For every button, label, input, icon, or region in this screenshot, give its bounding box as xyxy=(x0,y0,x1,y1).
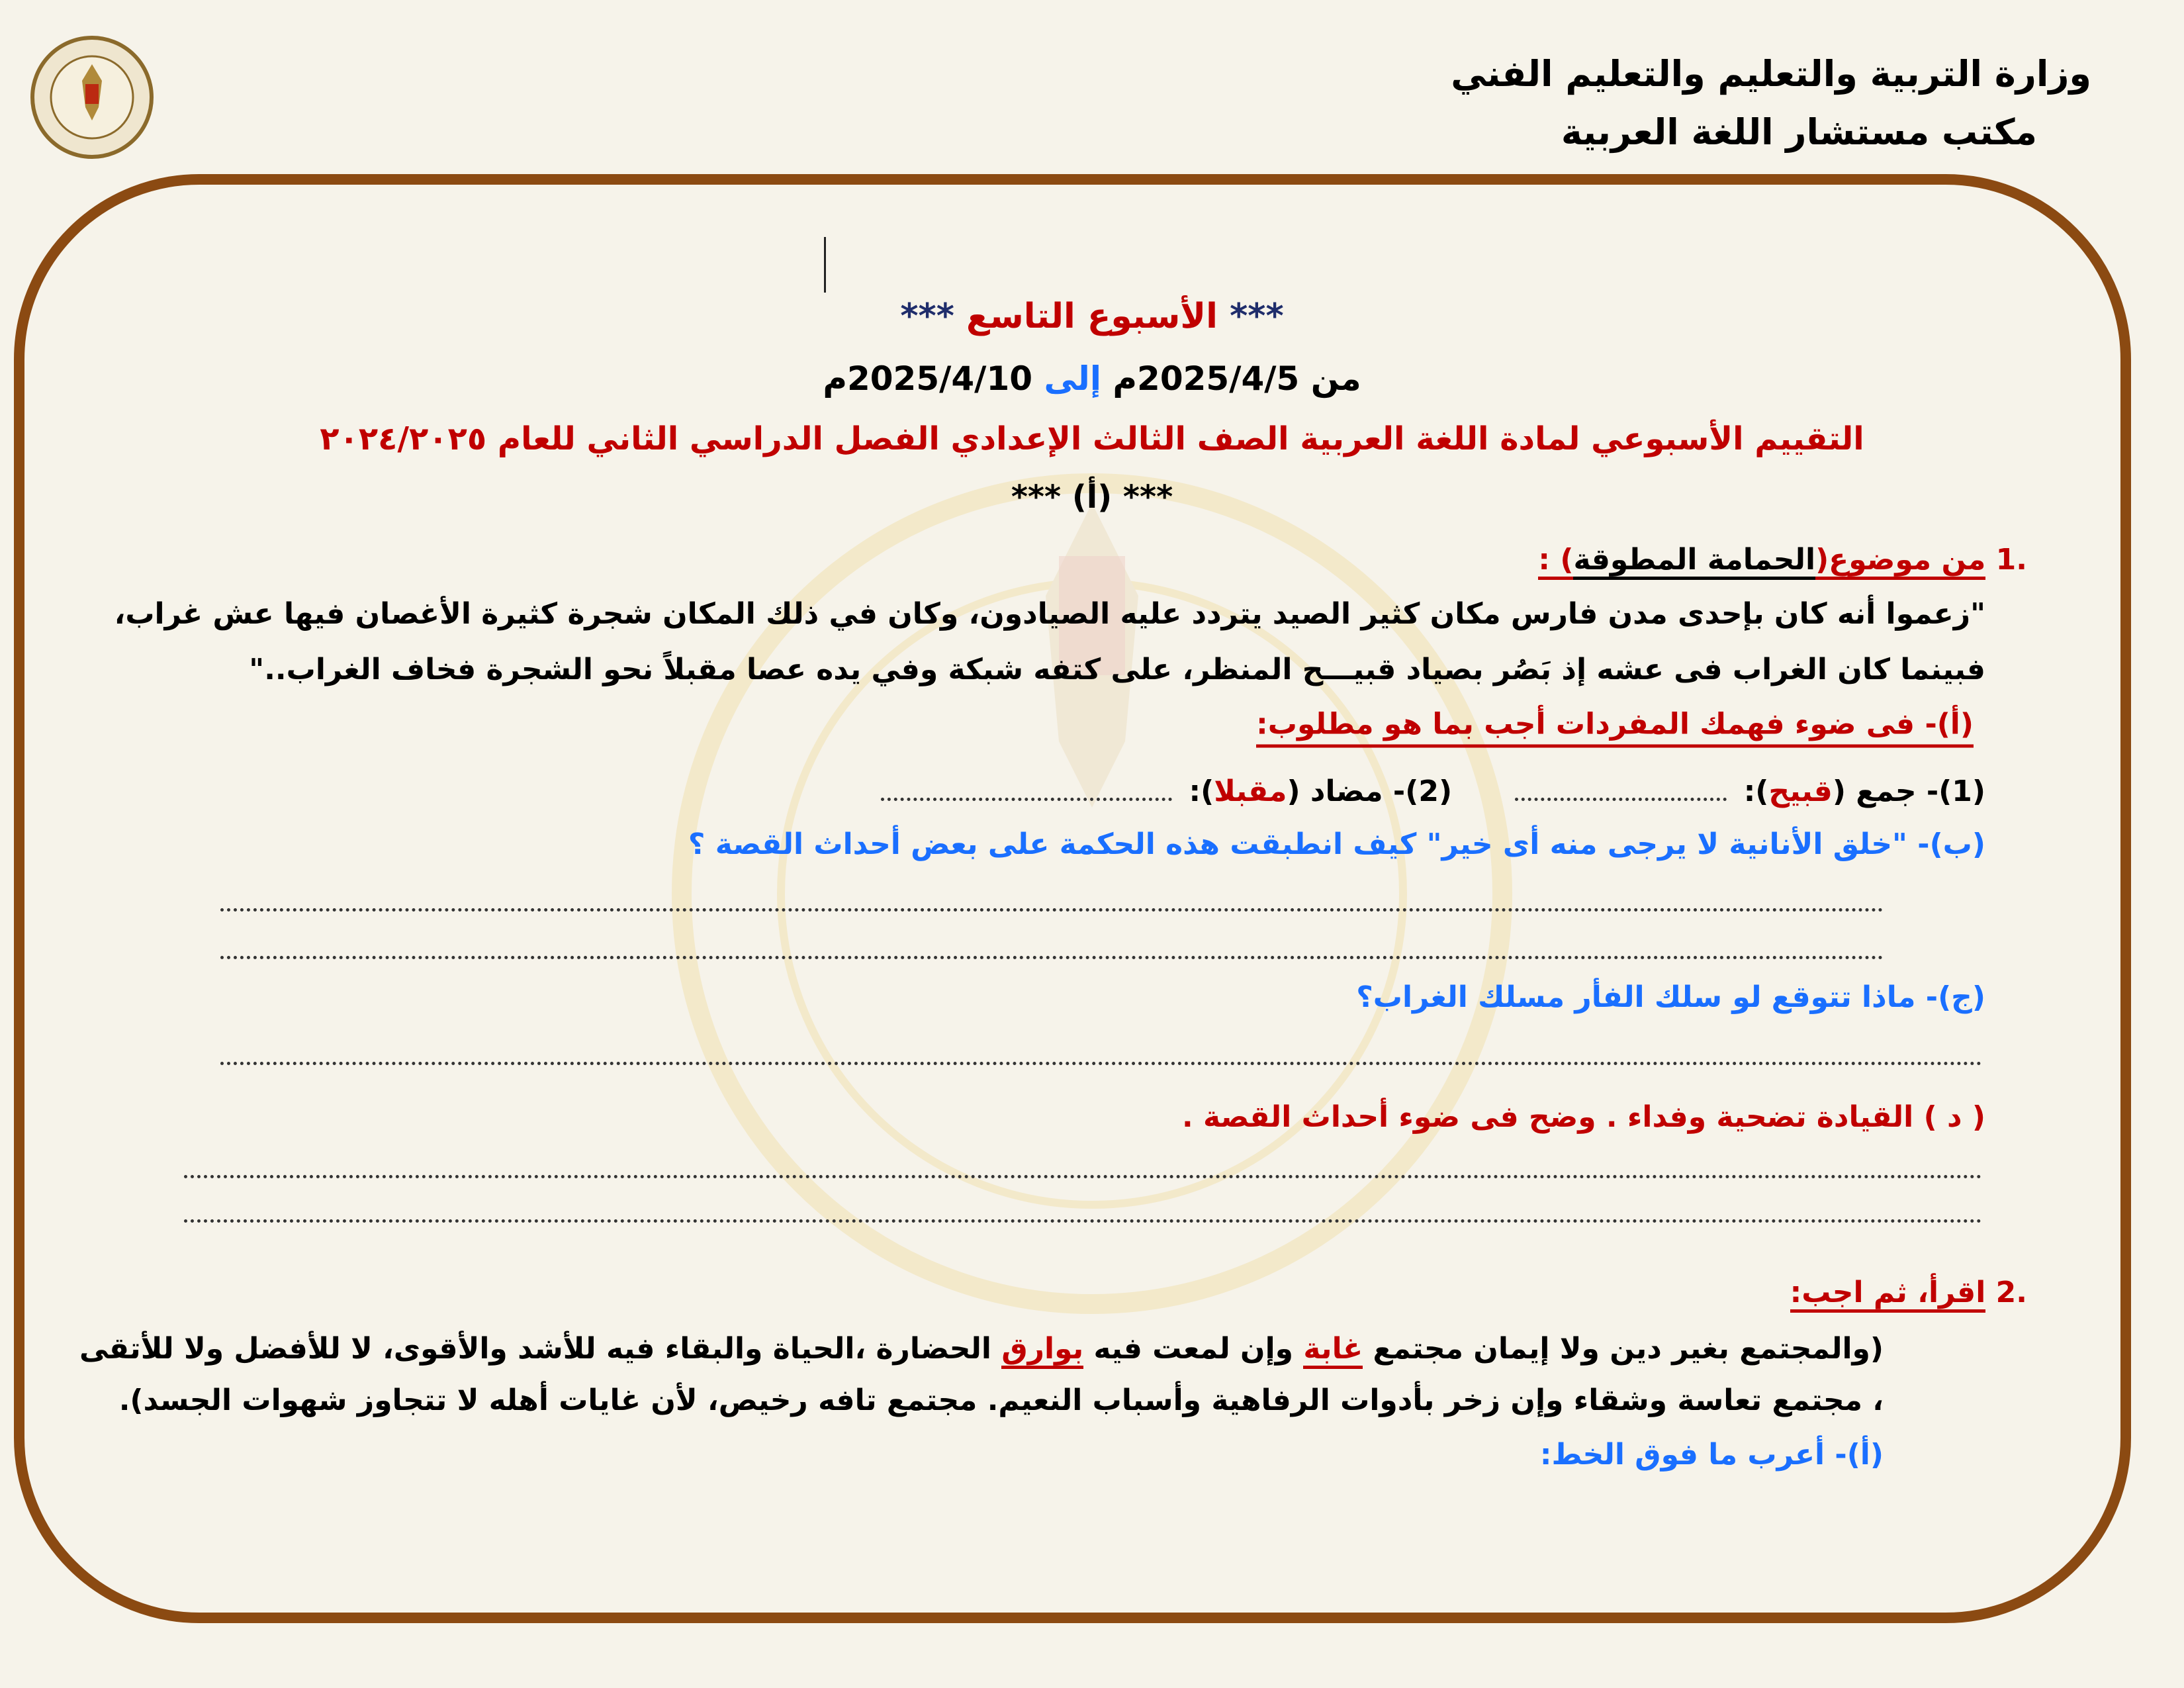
q1-label: من موضوع xyxy=(1829,543,1985,580)
date-range xyxy=(0,359,2184,399)
q2-label: اقرأ، ثم اجب: xyxy=(1790,1276,1986,1313)
week-title xyxy=(0,297,2184,336)
q1-number: .1 xyxy=(1995,543,2027,577)
q2-word-bawariq: بوارق xyxy=(1001,1332,1083,1369)
q1-part-d: ( د ) القيادة تضحية وفداء . وضح فى ضوء أحداث القصة . xyxy=(1181,1100,1985,1134)
q2-passage-line-1 xyxy=(79,1329,1884,1369)
week-title-text: الأسبوع التاسع xyxy=(966,297,1218,336)
section-label: *** (أ) *** xyxy=(1011,479,1173,516)
q2-text-c: الحضارة ،الحياة والبقاء فيه للأشد والأقوى، لا للأفضل ولا للأتقى xyxy=(79,1332,1002,1366)
q1-a2-close: ): xyxy=(1189,774,1214,808)
date-to-label: إلى xyxy=(1044,359,1101,398)
q1-topic-open: ( xyxy=(1815,543,1829,580)
ministry-name: وزارة التربية والتعليم والتعليم الفني xyxy=(1451,53,2091,95)
q2-text-a: (والمجتمع بغير دين ولا إيمان مجتمع xyxy=(1363,1332,1884,1366)
q1-a2-word: مقبلا xyxy=(1214,774,1287,808)
q1-a2-answer[interactable] xyxy=(881,790,1172,801)
q1-a1-word: قبيح xyxy=(1768,774,1833,808)
date-from-label: من xyxy=(1310,359,1361,398)
q1-a1-label: (1)- جمع ( xyxy=(1832,774,1985,808)
q1-a1-close: ): xyxy=(1743,774,1769,808)
office-name: مكتب مستشار اللغة العربية xyxy=(1561,111,2037,153)
q1-part-a: (أ)- فى ضوء فهمك المفردات أجب بما هو مطلوب: xyxy=(1256,705,1974,748)
q1-a1-answer[interactable] xyxy=(1515,790,1727,801)
q1-b-answer-line-1[interactable] xyxy=(220,908,1884,912)
q2-text-b: وإن لمعت فيه xyxy=(1083,1332,1304,1366)
q1-part-c: (ج)- ماذا تتوقع لو سلك الفأر مسلك الغراب؟ xyxy=(1356,980,1985,1014)
q2-number: .2 xyxy=(1995,1276,2027,1309)
q2-passage-line-2: ، مجتمع تعاسة وشقاء وإن زخر بأدوات الرفاهية وأسباب النعيم. مجتمع تافه رخيص، لأن غايات أهله لا تتجاوز شهوات الجسد). xyxy=(118,1383,1884,1417)
text-cursor xyxy=(824,237,826,293)
q1-b-answer-line-2[interactable] xyxy=(220,956,1884,959)
q1-passage-line-1: "زعموا أنه كان بإحدى مدن فارس مكان كثير الصيد يتردد عليه الصيادون، وكان في ذلك المكان شجرة كثيرة الأغصان فيها عش غراب، xyxy=(114,597,1985,631)
q2-word-ghaba: غابة xyxy=(1303,1332,1363,1369)
q1-d-answer-line-1[interactable] xyxy=(184,1175,1982,1178)
q1-topic: الحمامة المطوقة xyxy=(1573,543,1815,580)
q2-heading xyxy=(1790,1273,2027,1313)
ministry-logo xyxy=(29,34,155,160)
q1-passage-line-2: فبينما كان الغراب فى عشه إذ بَصُر بصياد قبيـــح المنظر، على كتفه شبكة وفي يده عصا مقبلاً نحو الشجرة فخاف الغراب.." xyxy=(249,653,1985,686)
q1-part-b: (ب)- "خلق الأنانية لا يرجى منه أى خير" كيف انطبقت هذه الحكمة على بعض أحداث القصة ؟ xyxy=(688,827,1985,861)
stars-right: *** xyxy=(1230,297,1284,336)
q1-d-answer-line-2[interactable] xyxy=(184,1219,1982,1223)
q1-a-items xyxy=(881,772,1985,812)
q1-heading xyxy=(1538,540,2027,580)
q1-topic-close: ) : xyxy=(1538,543,1573,580)
q1-a2-label: (2)- مضاد ( xyxy=(1287,774,1453,808)
date-end: 2025/4/10م xyxy=(823,359,1033,398)
date-start: 2025/4/5م xyxy=(1113,359,1300,398)
q1-c-answer-line[interactable] xyxy=(220,1062,1982,1065)
assessment-title: التقييم الأسبوعي لمادة اللغة العربية الصف الثالث الإعدادي الفصل الدراسي الثاني للعام ٢٠٢٤/٢٠٢٥ xyxy=(320,420,1864,457)
stars-left: *** xyxy=(900,297,954,336)
q2-part-a: (أ)- أعرب ما فوق الخط: xyxy=(1539,1438,1884,1472)
